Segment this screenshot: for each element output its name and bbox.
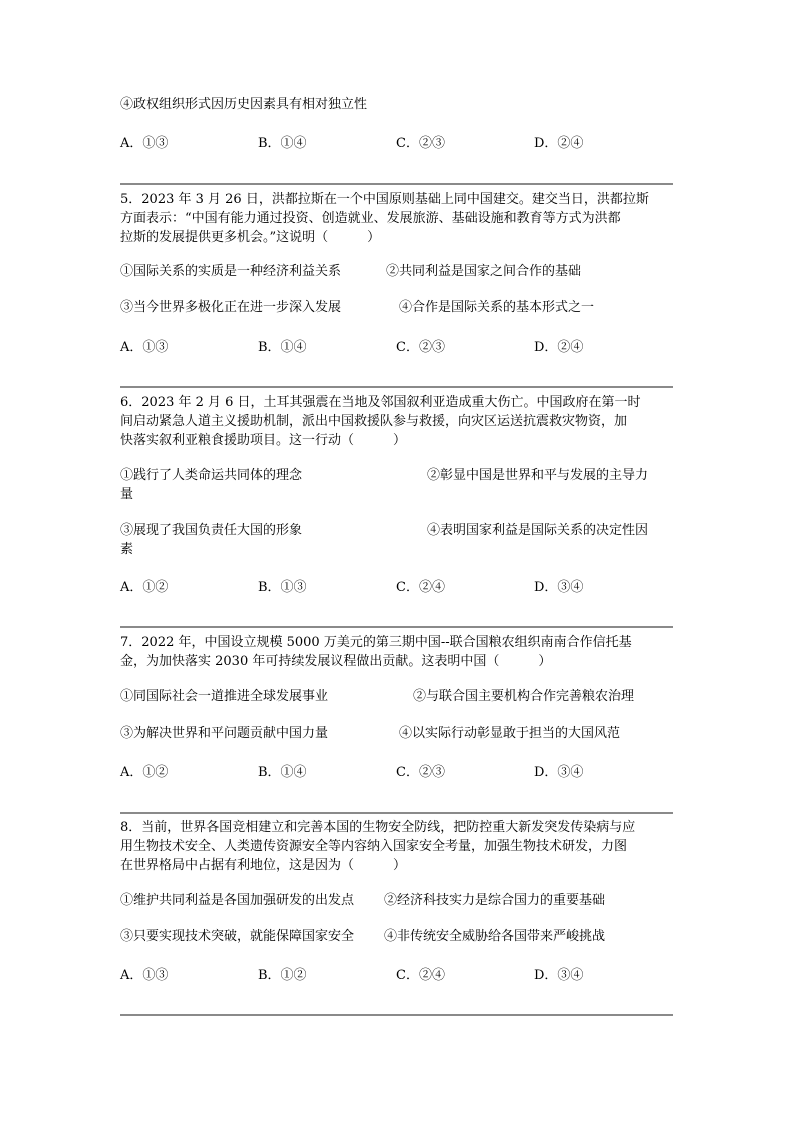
q7-choice-c: C．②③ (396, 765, 445, 780)
prev-option-4: ④政权组织形式因历史因素具有相对独立性 (120, 97, 368, 112)
q8-option-1: ①维护共同利益是各国加强研发的出发点 (120, 893, 355, 908)
q7-option-2: ②与联合国主要机构合作完善粮农治理 (413, 689, 635, 704)
q6-option-2-wrap: 量 (120, 487, 134, 502)
q6-stem-line3: 快落实叙利亚粮食援助项目。这一行动（ ） (120, 433, 407, 448)
q5-option-1: ①国际关系的实质是一种经济利益关系 (120, 264, 342, 279)
q7-choice-a: A．①② (120, 765, 169, 780)
q7-option-1: ①同国际社会一道推进全球发展事业 (120, 689, 329, 704)
q8-choice-d: D．③④ (534, 968, 584, 983)
q5-choice-b: B．①④ (258, 340, 307, 355)
q5-stem-line3: 拉斯的发展提供更多机会。”这说明（ ） (120, 230, 381, 245)
q8-choice-b: B．①② (258, 968, 307, 983)
q7-choice-d: D．③④ (534, 765, 584, 780)
prev-choice-b: B．①④ (258, 136, 307, 151)
q8-option-4: ④非传统安全威胁给各国带来严峻挑战 (384, 929, 606, 944)
divider (120, 626, 673, 628)
divider (120, 386, 673, 388)
q8-stem-line2: 用生物技术安全、人类遗传资源安全等内容纳入国家安全考量，加强生物技术研发，力图 (120, 839, 628, 854)
q8-choice-a: A．①③ (120, 968, 169, 983)
q6-choice-a: A．①② (120, 580, 169, 595)
q6-option-1: ①践行了人类命运共同体的理念 (120, 468, 303, 483)
divider (120, 1014, 673, 1016)
prev-choice-d: D．②④ (534, 136, 584, 151)
q6-choice-d: D．③④ (534, 580, 584, 595)
q7-option-4: ④以实际行动彰显敢于担当的大国风范 (399, 726, 621, 741)
q6-choice-b: B．①③ (258, 580, 307, 595)
q8-option-3: ③只要实现技术突破，就能保障国家安全 (120, 929, 355, 944)
q8-choice-c: C．②④ (396, 968, 445, 983)
q5-option-3: ③当今世界多极化正在进一步深入发展 (120, 300, 342, 315)
q7-choice-b: B．①④ (258, 765, 307, 780)
divider (120, 183, 673, 185)
q6-option-4-wrap: 素 (120, 542, 134, 557)
q5-stem-line2: 方面表示：“中国有能力通过投资、创造就业、发展旅游、基础设施和教育等方式为洪都 (120, 211, 621, 226)
q7-stem-line1: 7．2022 年，中国设立规模 5000 万美元的第三期中国--联合国粮农组织南南合作信托基 (120, 635, 632, 650)
q6-choice-c: C．②④ (396, 580, 445, 595)
q5-option-4: ④合作是国际关系的基本形式之一 (399, 300, 595, 315)
q6-stem-line1: 6．2023 年 2 月 6 日，土耳其强震在当地及邻国叙利亚造成重大伤亡。中国政府在第一时 (120, 395, 641, 410)
q5-stem-line1: 5．2023 年 3 月 26 日，洪都拉斯在一个中国原则基础上同中国建交。建交当日，洪都拉斯 (120, 192, 649, 207)
q8-option-2: ②经济科技实力是综合国力的重要基础 (384, 893, 606, 908)
prev-choice-a: A．①③ (120, 136, 169, 151)
q7-option-3: ③为解决世界和平问题贡献中国力量 (120, 726, 329, 741)
q5-choice-a: A．①③ (120, 340, 169, 355)
q6-option-2: ②彰显中国是世界和平与发展的主导力 (427, 468, 649, 483)
divider (120, 812, 673, 814)
q5-choice-c: C．②③ (396, 340, 445, 355)
q7-stem-line2: 金，为加快落实 2030 年可持续发展议程做出贡献。这表明中国（ ） (120, 654, 552, 669)
q5-choice-d: D．②④ (534, 340, 584, 355)
prev-choice-c: C．②③ (396, 136, 445, 151)
q8-stem-line1: 8．当前，世界各国竞相建立和完善本国的生物安全防线，把防控重大新发突发传染病与应 (120, 820, 636, 835)
q5-option-2: ②共同利益是国家之间合作的基础 (386, 264, 582, 279)
q6-option-3: ③展现了我国负责任大国的形象 (120, 523, 303, 538)
q8-stem-line3: 在世界格局中占据有利地位，这是因为（ ） (120, 858, 407, 873)
q6-option-4: ④表明国家利益是国际关系的决定性因 (427, 523, 649, 538)
q6-stem-line2: 间启动紧急人道主义援助机制，派出中国救援队参与救援，向灾区运送抗震救灾物资，加 (120, 414, 628, 429)
